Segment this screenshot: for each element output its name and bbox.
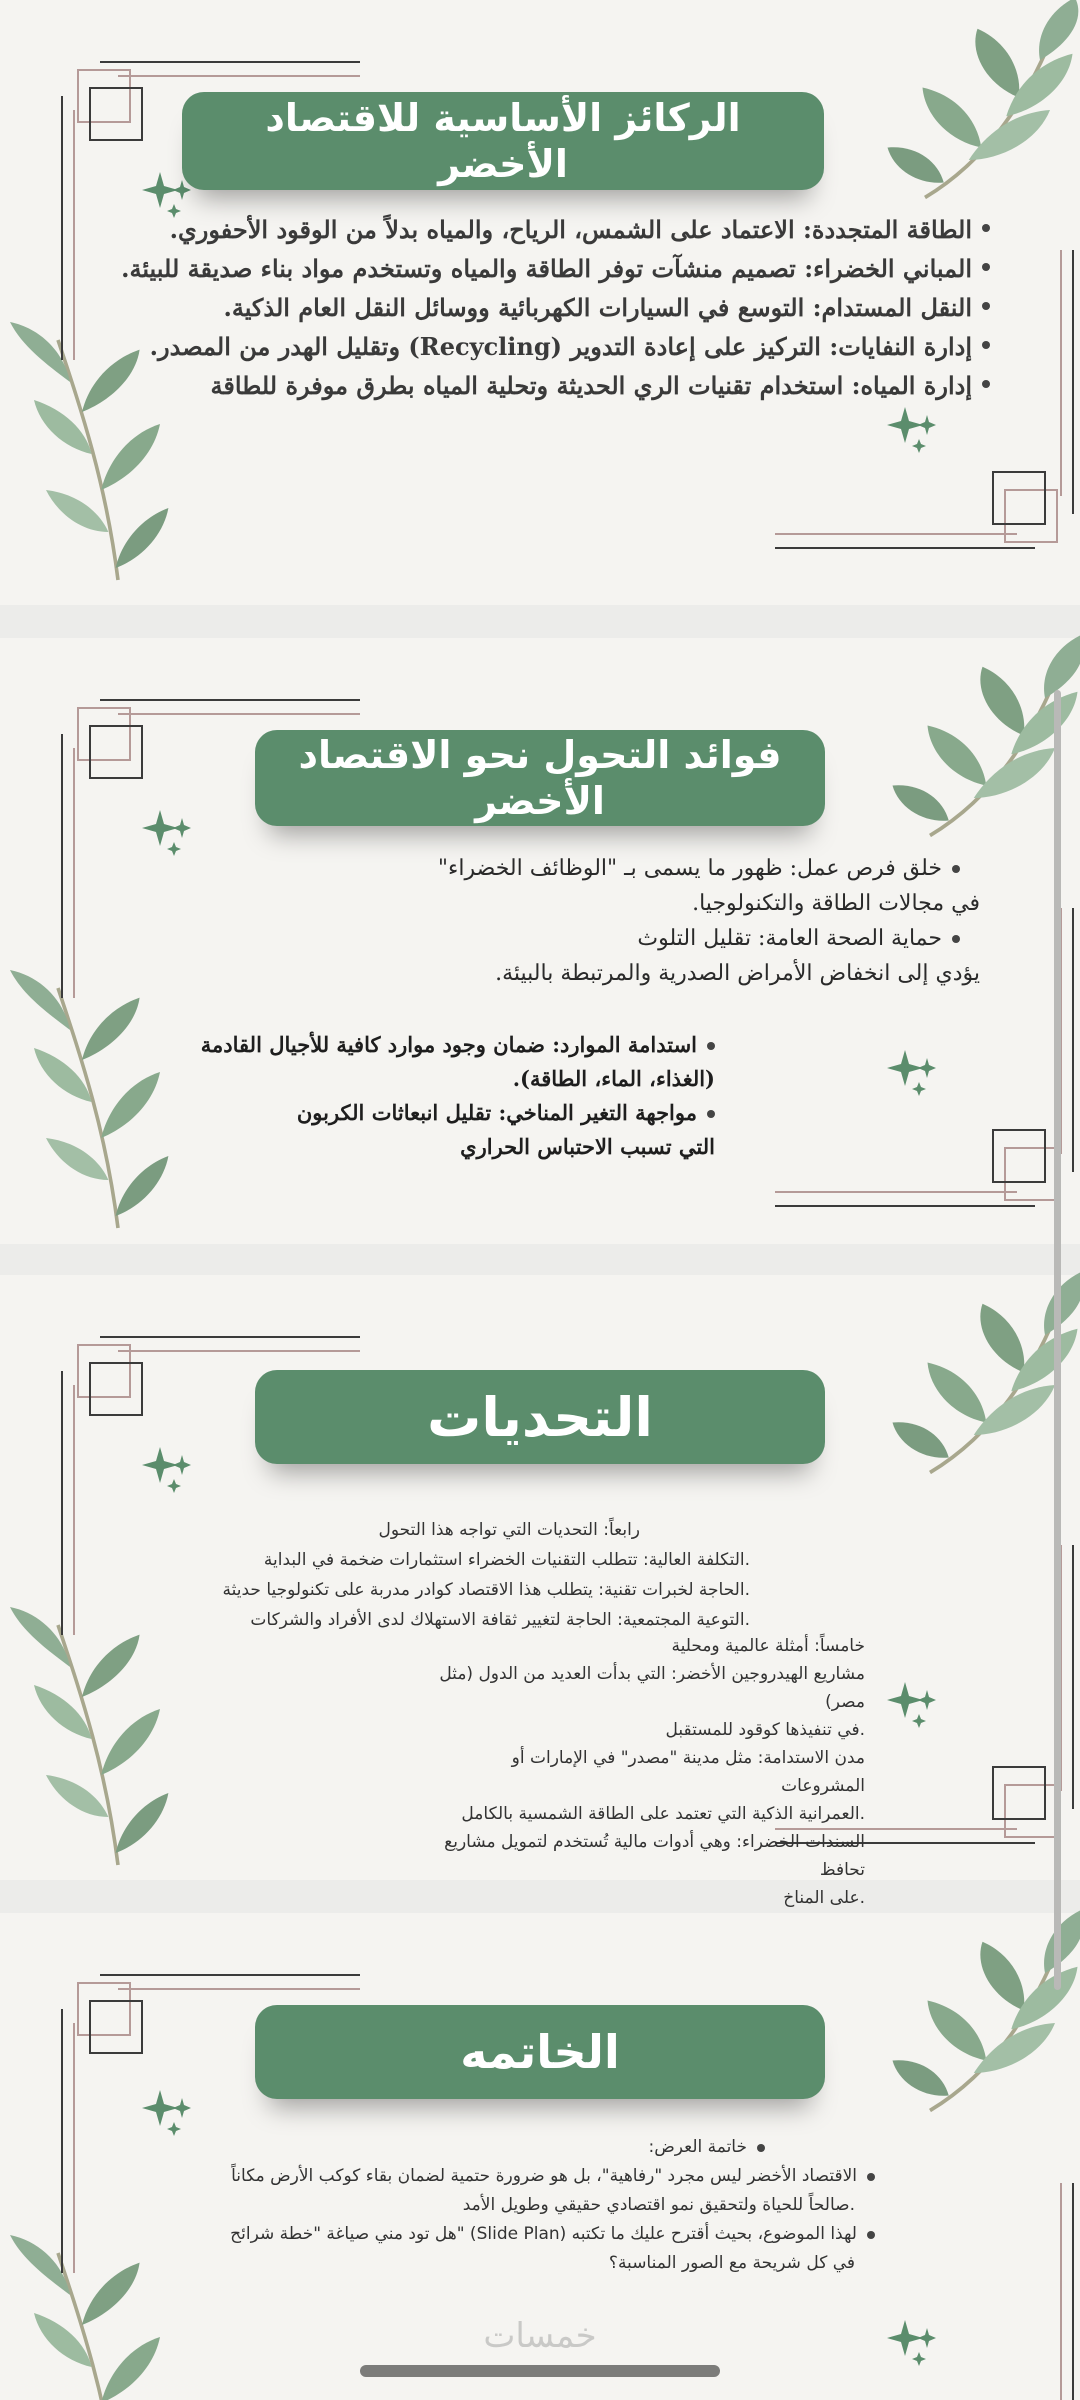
list-item <box>165 1096 715 1130</box>
list-item-text: .صالحاً للحياة ولتحقيق نمو اقتصادي حقيقي وطويل الأمد <box>462 2195 855 2215</box>
sparkle-icon <box>887 1682 936 1728</box>
sparkle-icon <box>887 407 936 453</box>
sparkle-icon <box>142 2090 191 2136</box>
slide-bullet-list <box>55 210 990 405</box>
list-item <box>205 2220 875 2249</box>
list-item <box>205 2162 875 2191</box>
leaf-branch-icon <box>893 1273 1080 1473</box>
slide-title <box>255 2005 825 2099</box>
list-item <box>165 1028 715 1062</box>
slide-title <box>255 1370 825 1464</box>
list-item-text: التي تسبب الاحتباس الحراري <box>460 1134 715 1159</box>
slide-title <box>255 730 825 826</box>
sparkle-icon <box>887 1050 936 1096</box>
list-item-text: الاقتصاد الأخضر ليس مجرد "رفاهية"، بل هو ضرورة حتمية لضمان بقاء كوكب الأرض مكاناً <box>231 2166 857 2186</box>
slide-title-line: الركائز الأساسية للاقتصاد <box>265 96 741 140</box>
text-line: مدن الاستدامة: مثل مدينة "مصدر" في الإمارات أو المشروعات <box>511 1748 865 1796</box>
list-item-text: خاتمة العرض: <box>648 2137 747 2157</box>
watermark: خمسات <box>483 2316 597 2356</box>
list-item-text: في كل شريحة مع الصور المناسبة؟ <box>608 2253 855 2273</box>
list-item-text: مواجهة التغير المناخي: تقليل انبعاثات الكربون <box>296 1100 697 1125</box>
list-item-text: في مجالات الطاقة والتكنولوجيا. <box>692 891 980 916</box>
list-item-text: إدارة المياه: استخدام تقنيات الري الحديثة وتحلية المياه بطرق موفرة للطاقة <box>210 371 972 400</box>
text-line: .على المناخ <box>783 1888 865 1908</box>
slide-bullet-list <box>420 851 980 991</box>
slide-title-line: فوائد التحول نحو الاقتصاد <box>298 733 782 777</box>
leaf-branch-icon <box>10 970 168 1228</box>
leaf-branch-icon <box>10 1607 168 1865</box>
slide-1 <box>0 0 1080 605</box>
leaf-branch-icon <box>888 0 1079 198</box>
text-line: .الحاجة لخبرات تقنية: يتطلب هذا الاقتصاد كوادر مدربة على تكنولوجيا حديثة <box>222 1580 750 1600</box>
text-line: مشاريع الهيدروجين الأخضر: التي بدأت العديد من الدول (مثل مصر) <box>439 1664 865 1712</box>
list-item-text: الطاقة المتجددة: الاعتماد على الشمس، الرياح، والمياه بدلاً من الوقود الأحفوري. <box>169 215 972 244</box>
text-line: .في تنفيذها كوقود للمستقبل <box>665 1720 865 1740</box>
leaf-branch-icon <box>893 636 1080 836</box>
list-item <box>205 2133 875 2162</box>
slide-title-text: الخاتمه <box>460 2025 620 2079</box>
slide-2 <box>0 638 1080 1244</box>
list-item-text: لهذا الموضوع، بحيث أقترح عليك ما تكتبه (Slide Plan) "هل تود مني صياغة "خطة شرائح <box>230 2224 857 2244</box>
sparkle-icon <box>142 810 191 856</box>
list-item <box>420 851 980 886</box>
examples-text <box>430 1632 865 1912</box>
list-item <box>55 288 990 327</box>
leaf-branch-icon <box>893 1911 1080 2111</box>
slide-title <box>182 92 824 190</box>
list-item-text: يؤدي إلى انخفاض الأمراض الصدرية والمرتبطة بالبيئة. <box>495 961 980 986</box>
home-indicator[interactable] <box>360 2365 720 2377</box>
text-line: خامساً: أمثلة عالمية ومحلية <box>671 1636 865 1656</box>
list-item <box>55 366 990 405</box>
text-line: رابعاً: التحديات التي تواجه هذا التحول <box>378 1520 640 1540</box>
slide-title-line: الأخضر <box>438 142 568 186</box>
list-item-text: استدامة الموارد: ضمان وجود موارد كافية للأجيال القادمة <box>200 1032 697 1057</box>
text-line: .العمرانية الذكية التي تعتمد على الطاقة الشمسية بالكامل <box>461 1804 865 1824</box>
slide-title-line: الأخضر <box>475 779 605 823</box>
list-item-text: حماية الصحة العامة: تقليل التلوث <box>637 926 942 951</box>
list-item <box>55 327 990 366</box>
list-item <box>55 210 990 249</box>
list-item <box>55 249 990 288</box>
text-line: .التوعية المجتمعية: الحاجة لتغيير ثقافة الاستهلاك لدى الأفراد والشركات <box>250 1610 750 1630</box>
list-item-text: المباني الخضراء: تصميم منشآت توفر الطاقة والمياه وتستخدم مواد بناء صديقة للبيئة. <box>121 254 972 283</box>
conclusion-text <box>205 2133 875 2278</box>
list-item-text: النقل المستدام: التوسع في السيارات الكهربائية ووسائل النقل العام الذكية. <box>223 293 972 322</box>
scrollbar[interactable] <box>1054 690 1061 1990</box>
sparkle-icon <box>142 1447 191 1493</box>
text-line: السندات الخضراء: وهي أدوات مالية تُستخدم لتمويل مشاريع تحافظ <box>444 1832 865 1880</box>
list-item-text: (الغذاء، الماء، الطاقة). <box>512 1066 715 1091</box>
slide-bullet-list <box>165 1028 715 1164</box>
list-item-text: إدارة النفايات: التركيز على إعادة التدوير (Recycling) وتقليل الهدر من المصدر. <box>149 332 972 361</box>
slide-title-text: التحديات <box>427 1385 653 1449</box>
challenges-text <box>190 1515 750 1635</box>
slide-3 <box>0 1275 1080 1908</box>
list-item-text: خلق فرص عمل: ظهور ما يسمى بـ "الوظائف الخضراء" <box>437 856 942 881</box>
list-item <box>420 921 980 956</box>
text-line: .التكلفة العالية: تتطلب التقنيات الخضراء استثمارات ضخمة في البداية <box>263 1550 750 1570</box>
